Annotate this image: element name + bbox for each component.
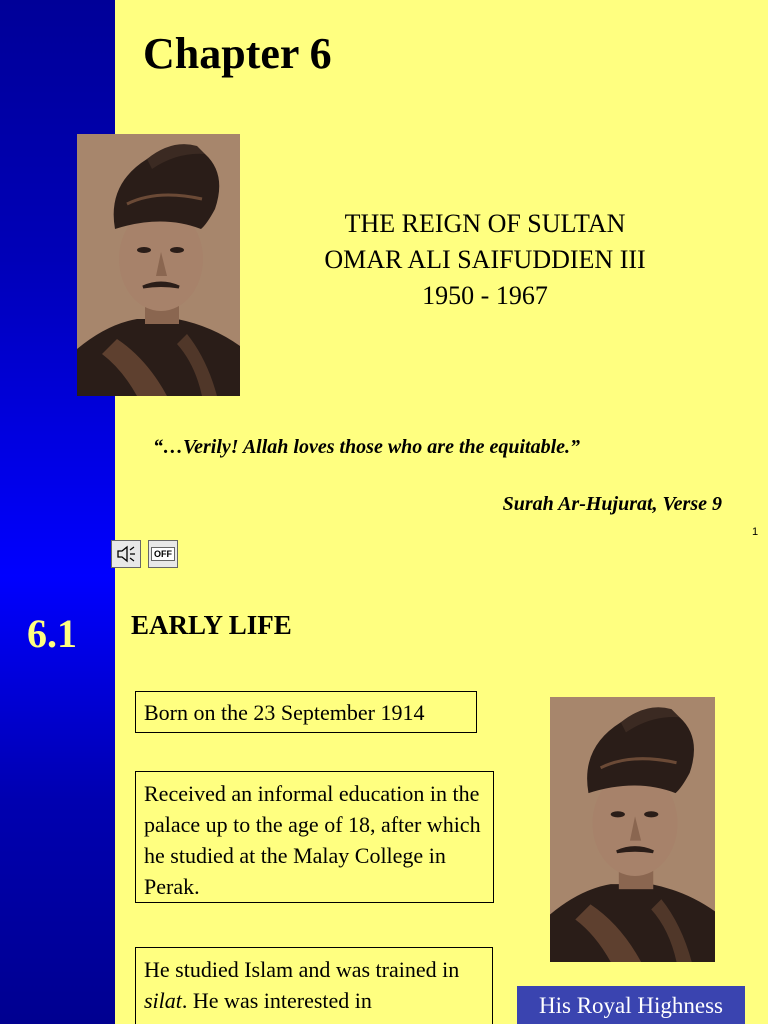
section-number: 6.1 [27, 611, 77, 656]
box3-text-start: He studied Islam and was trained in [144, 957, 460, 982]
reign-line-2: OMAR ALI SAIFUDDIEN III [324, 245, 646, 274]
sultan-portrait [550, 697, 715, 962]
section-title: EARLY LIFE [131, 610, 292, 640]
slide-2 [0, 576, 768, 1024]
box3-text-end: . He was interested in [181, 988, 372, 1013]
islam-info-box [135, 947, 493, 1024]
chapter-title: Chapter 6 [143, 29, 332, 78]
education-info-box: Received an informal education in the palace up to the age of 18, after which he studied at the Malay College in Perak. [135, 771, 494, 903]
box3-italic: silat [144, 988, 182, 1013]
reign-line-1: THE REIGN OF SULTAN [344, 209, 626, 238]
reign-title [280, 206, 690, 314]
off-button[interactable] [148, 540, 178, 568]
sultan-portrait [77, 134, 240, 396]
speaker-icon [116, 545, 136, 563]
reign-line-3: 1950 - 1967 [422, 281, 548, 310]
quote-source: Surah Ar-Hujurat, Verse 9 [502, 493, 722, 515]
off-label: OFF [151, 547, 175, 561]
page-number: 1 [752, 526, 759, 538]
quote-text: “…Verily! Allah loves those who are the equitable.” [153, 436, 581, 458]
sound-button[interactable] [111, 540, 141, 568]
portrait-caption: His Royal Highness [517, 986, 745, 1024]
birth-info-box: Born on the 23 September 1914 [135, 691, 477, 733]
